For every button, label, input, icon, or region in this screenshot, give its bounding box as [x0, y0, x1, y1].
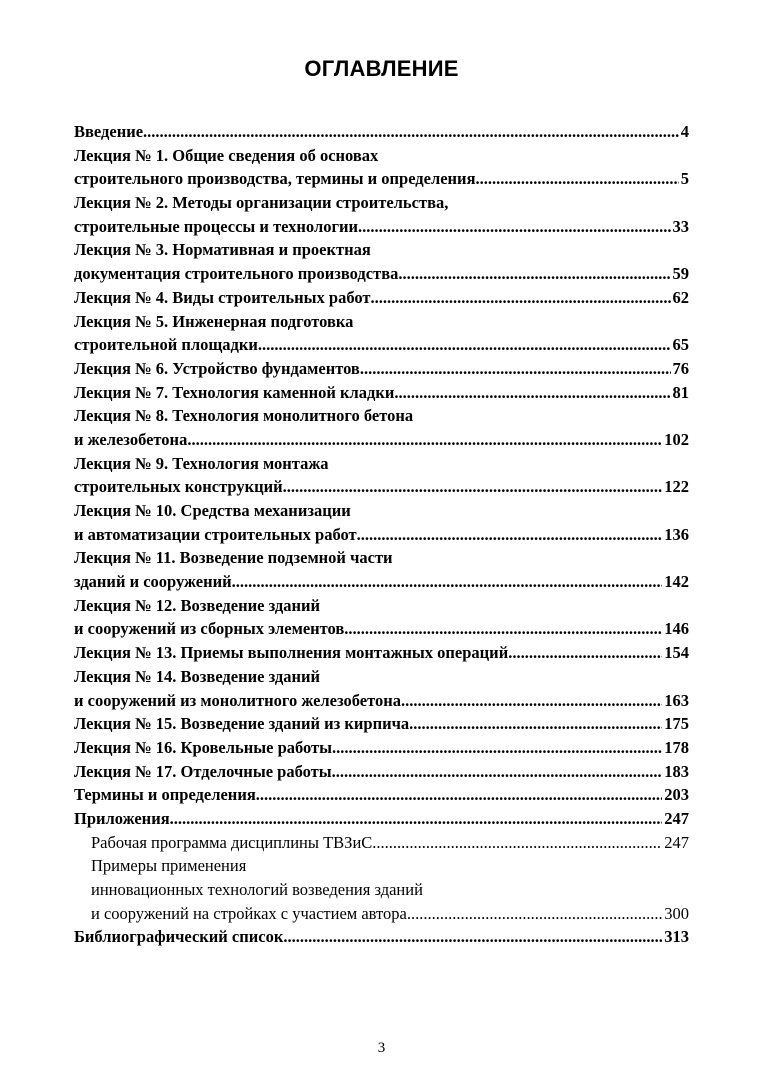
toc-page-number: 203 [664, 785, 689, 805]
toc-page-number: 65 [672, 335, 689, 355]
toc-line [74, 665, 689, 689]
toc-leader-dots [398, 262, 670, 286]
toc-line [74, 286, 689, 310]
toc-page-number: 163 [664, 690, 689, 710]
toc-entry-text: строительные процессы и технологии [74, 216, 358, 236]
toc-line [74, 546, 689, 570]
toc-leader-dots [360, 357, 671, 381]
toc-page-number: 313 [664, 927, 689, 947]
toc-line [74, 689, 689, 713]
toc-leader-dots [370, 286, 670, 310]
toc-leader-dots [372, 831, 662, 855]
toc-line [74, 452, 689, 476]
toc-line [74, 404, 689, 428]
toc-entry-text: зданий и сооружений [74, 572, 232, 592]
toc-page-number: 136 [664, 524, 689, 544]
toc-line [74, 878, 689, 902]
toc-entry-text: и сооружений из сборных элементов [74, 619, 345, 639]
toc-entry-text: Лекция № 15. Возведение зданий из кирпича [74, 714, 410, 734]
toc-entry-text: Лекция № 17. Отделочные работы [74, 761, 332, 781]
toc-line [74, 760, 689, 784]
toc-entry-text: Лекция № 7. Технология каменной кладки [74, 382, 395, 402]
toc-page-number: 178 [664, 737, 689, 757]
toc-page-number: 247 [664, 808, 689, 828]
toc-line [74, 144, 689, 168]
toc-entry-text: инновационных технологий возведения зданий [91, 880, 423, 899]
toc-page-number: 183 [664, 761, 689, 781]
toc-entry-text: Лекция № 1. Общие сведения об основах [74, 145, 379, 165]
toc-entry-text: строительных конструкций [74, 477, 283, 497]
toc-line [74, 617, 689, 641]
toc-leader-dots [187, 428, 662, 452]
toc-page-number: 62 [672, 287, 689, 307]
toc-leader-dots [409, 712, 662, 736]
toc-page-number: 5 [680, 169, 689, 189]
toc-line [74, 238, 689, 262]
toc-line [74, 783, 689, 807]
toc-entry-text: Лекция № 6. Устройство фундаментов [74, 358, 360, 378]
toc-page-number: 247 [664, 832, 689, 852]
toc-entry-text: документация строительного производства [74, 264, 399, 284]
toc-line [74, 167, 689, 191]
toc-line [74, 333, 689, 357]
toc-line [74, 120, 689, 144]
toc-entry-text: Рабочая программа дисциплины ТВЗиС [91, 832, 373, 852]
toc-line [74, 641, 689, 665]
toc-line [74, 381, 689, 405]
toc-entry-text: Лекция № 13. Приемы выполнения монтажных операций [74, 643, 509, 663]
toc-entry-text: и сооружений из монолитного железобетона [74, 690, 402, 710]
toc-line [74, 736, 689, 760]
toc-line [74, 712, 689, 736]
toc-leader-dots [476, 167, 679, 191]
toc-line [74, 523, 689, 547]
toc-line [74, 428, 689, 452]
toc-page-number: 4 [680, 122, 689, 141]
toc-entry-text: Лекция № 2. Методы организации строительства, [74, 193, 449, 213]
toc-leader-dots [394, 381, 670, 405]
table-of-contents [74, 120, 689, 949]
toc-entry-text: Лекция № 8. Технология монолитного бетона [74, 406, 414, 426]
toc-line [74, 831, 689, 855]
toc-leader-dots [357, 523, 663, 547]
toc-entry-text: Лекция № 4. Виды строительных работ [74, 287, 371, 307]
toc-line [74, 925, 689, 949]
toc-entry-text: Лекция № 14. Возведение зданий [74, 666, 321, 686]
toc-page-number: 81 [672, 382, 689, 402]
toc-entry-text: Лекция № 5. Инженерная подготовка [74, 311, 354, 331]
toc-line [74, 215, 689, 239]
toc-entry-text: Термины и определения [74, 785, 256, 805]
toc-line [74, 357, 689, 381]
toc-page-number: 154 [664, 643, 689, 663]
toc-line [74, 191, 689, 215]
toc-leader-dots [401, 689, 662, 713]
toc-line [74, 499, 689, 523]
toc-entry-text: Примеры применения [91, 856, 247, 876]
toc-page-number: 300 [664, 903, 689, 923]
toc-leader-dots [170, 807, 663, 831]
toc-entry-text: Приложения [74, 808, 170, 828]
toc-leader-dots [283, 475, 663, 499]
toc-leader-dots [332, 736, 662, 760]
toc-page-number: 76 [672, 358, 689, 378]
toc-line [74, 902, 689, 926]
toc-leader-dots [332, 760, 663, 784]
toc-leader-dots [407, 902, 662, 926]
toc-line [74, 807, 689, 831]
toc-line [74, 262, 689, 286]
toc-entry-text: Лекция № 3. Нормативная и проектная [74, 240, 371, 260]
toc-leader-dots [143, 120, 679, 144]
toc-leader-dots [256, 783, 663, 807]
toc-entry-text: и автоматизации строительных работ [74, 524, 357, 544]
toc-entry-text: Лекция № 9. Технология монтажа [74, 453, 329, 473]
toc-leader-dots [258, 333, 671, 357]
toc-line [74, 475, 689, 499]
toc-entry-text: Лекция № 11. Возведение подземной части [74, 548, 393, 568]
toc-entry-text: Лекция № 16. Кровельные работы [74, 737, 333, 757]
toc-line [74, 310, 689, 334]
toc-entry-text: Библиографический список [74, 927, 284, 947]
toc-leader-dots [508, 641, 662, 665]
page-title: ОГЛАВЛЕНИЕ [304, 56, 459, 81]
toc-entry-text: Введение [74, 122, 144, 141]
toc-entry-text: Лекция № 10. Средства механизации [74, 501, 351, 520]
toc-page-number: 175 [664, 714, 689, 734]
toc-leader-dots [344, 617, 662, 641]
toc-entry-text: и железобетона [74, 429, 188, 449]
toc-entry-text: Лекция № 12. Возведение зданий [74, 595, 321, 615]
toc-page-number: 142 [664, 572, 689, 592]
toc-leader-dots [232, 570, 663, 594]
toc-page-number: 122 [664, 477, 689, 497]
toc-entry-text: строительной площадки [74, 335, 258, 355]
page-number: 3 [377, 1040, 386, 1056]
toc-line [74, 854, 689, 878]
toc-entry-text: строительного производства, термины и определения [74, 169, 476, 189]
toc-line [74, 594, 689, 618]
toc-line [74, 570, 689, 594]
toc-leader-dots [358, 215, 671, 239]
toc-page-number: 33 [672, 216, 689, 236]
toc-entry-text: и сооружений на стройках с участием автора [91, 903, 407, 923]
toc-page-number: 146 [664, 619, 689, 639]
toc-leader-dots [283, 925, 662, 949]
toc-page-number: 102 [664, 429, 689, 449]
toc-page-number: 59 [672, 264, 689, 284]
